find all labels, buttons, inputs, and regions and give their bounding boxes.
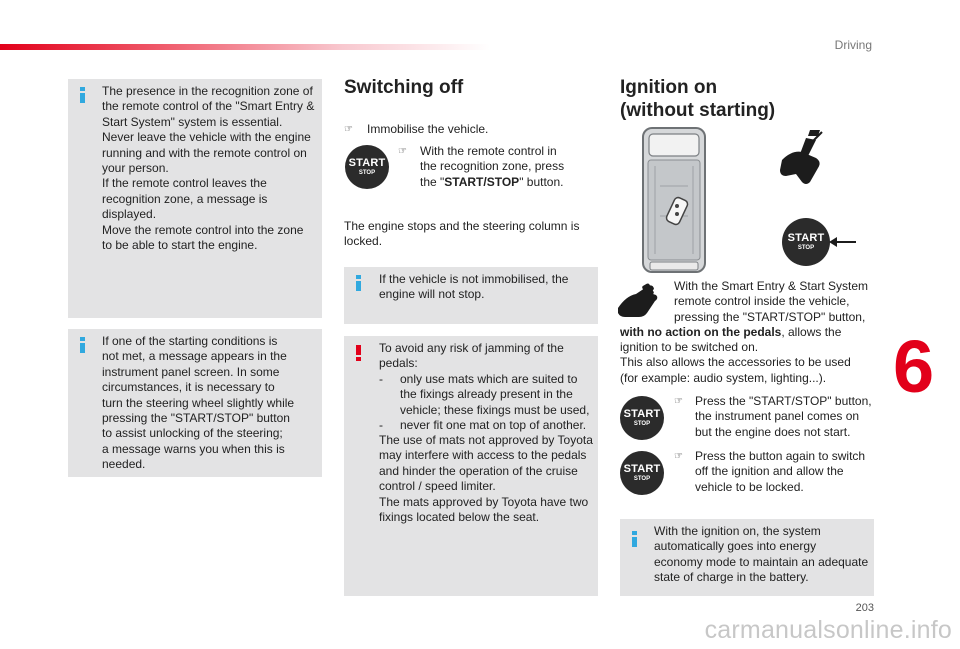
bullet-hand-icon: ☞ — [674, 396, 683, 407]
warning-outro: The use of mats not approved by Toyota may interfere with access to the pedals and hinder the operation of the cruise control / speed limiter. The mats approved by Toyota have two fixings located below the seat. — [379, 433, 593, 525]
start-label: START — [623, 463, 661, 475]
switching-off-title: Switching off — [344, 77, 464, 98]
chapter-number: 6 — [893, 325, 935, 408]
stop-label: STOP — [633, 476, 651, 482]
vehicle-top-view-illustration — [640, 126, 708, 276]
warning-intro: To avoid any risk of jamming of the pedals: — [379, 341, 564, 371]
info-box-recognition-zone — [68, 79, 322, 318]
bullet-hand-icon: ☞ — [674, 451, 683, 462]
arrow-left-icon — [829, 236, 857, 248]
stop-label: STOP — [797, 245, 815, 251]
title-line: Ignition on — [620, 77, 718, 98]
ignition-on-title — [620, 76, 775, 122]
info-box-starting-conditions — [68, 329, 322, 477]
start-label: START — [623, 408, 661, 420]
para-bold-text: with no action on the pedals — [620, 325, 782, 339]
ignition-para-indented: With the Smart Entry & Start System remote control inside the vehicle, pressing the "START/STOP" button, — [674, 279, 869, 324]
para-inline-text: , allows the — [781, 325, 842, 339]
warning-item: never fit one mat on top of another. — [400, 418, 587, 432]
ignition-para-line — [620, 325, 876, 340]
warning-icon — [356, 345, 362, 361]
info-box-text: If the vehicle is not immobilised, the engine will not stop. — [379, 272, 569, 302]
bullet-text: Immobilise the vehicle. — [367, 122, 489, 136]
start-stop-button-icon — [782, 218, 830, 266]
stop-label: STOP — [633, 421, 651, 427]
start-stop-button-icon — [620, 451, 664, 495]
info-box-text: The presence in the recognition zone of the remote control of the "Smart Entry & Start System" system is essential. Never leave the vehicle with the engine running and with the remote control on your person. If the remote control leaves the recognition zone, a message is displayed. Move the remote control into the zone to be able to start the engine. — [102, 84, 315, 253]
start-label: START — [348, 157, 386, 169]
info-box-text: If one of the starting conditions is not met, a message appears in the instrument panel screen. In some circumstances, it is necessary to turn the steering wheel slightly while pressing the "START/STOP" button to assist unlocking of the steering; a message warns you when this is needed. — [102, 334, 295, 472]
page-number: 203 — [855, 602, 874, 614]
header-red-bar — [0, 44, 490, 50]
bullet-text-pre: the " — [420, 174, 445, 189]
bullet-hand-icon: ☞ — [398, 146, 407, 157]
stop-label: STOP — [358, 170, 376, 176]
bullet-text: Press the "START/STOP" button, the instrument panel comes on but the engine does not start. — [695, 394, 872, 439]
bullet-text-line: the recognition zone, press — [420, 159, 565, 174]
warning-dash: - — [379, 372, 383, 386]
bullet-hand-icon: ☞ — [344, 124, 353, 135]
bullet-text-bold: START/STOP — [444, 174, 520, 189]
info-box-text: With the ignition on, the system automatically goes into energy economy mode to maintain an adequate state of charge in the battery. — [654, 524, 869, 585]
warning-box-pedal-jamming — [344, 336, 598, 596]
info-box-energy-economy — [620, 519, 874, 596]
info-icon — [356, 275, 362, 291]
start-stop-button-icon — [345, 145, 389, 189]
title-line: (without starting) — [620, 100, 776, 121]
bullet-text-post: " button. — [519, 174, 564, 189]
hand-with-remote-icon — [616, 282, 660, 318]
ignition-para-rest: ignition to be switched on. This also allows the accessories to be used (for example: audio system, lighting...). — [620, 340, 851, 385]
engine-stops-paragraph: The engine stops and the steering column is locked. — [344, 219, 580, 249]
info-icon — [80, 337, 86, 353]
section-header: Driving — [834, 38, 872, 52]
warning-item: only use mats which are suited to the fixings already present in the vehicle; these fixings must be used, — [400, 372, 590, 417]
start-label: START — [787, 232, 825, 244]
info-box-not-immobilised — [344, 267, 598, 324]
watermark: carmanualsonline.info — [704, 616, 952, 644]
start-stop-button-icon — [620, 396, 664, 440]
info-icon — [632, 531, 638, 547]
warning-dash: - — [379, 418, 383, 432]
bullet-text: Press the button again to switch off the ignition and allow the vehicle to be locked. — [695, 449, 866, 494]
foot-on-pedal-icon — [778, 128, 826, 186]
bullet-text-line: With the remote control in — [420, 144, 557, 158]
info-icon — [80, 87, 86, 103]
